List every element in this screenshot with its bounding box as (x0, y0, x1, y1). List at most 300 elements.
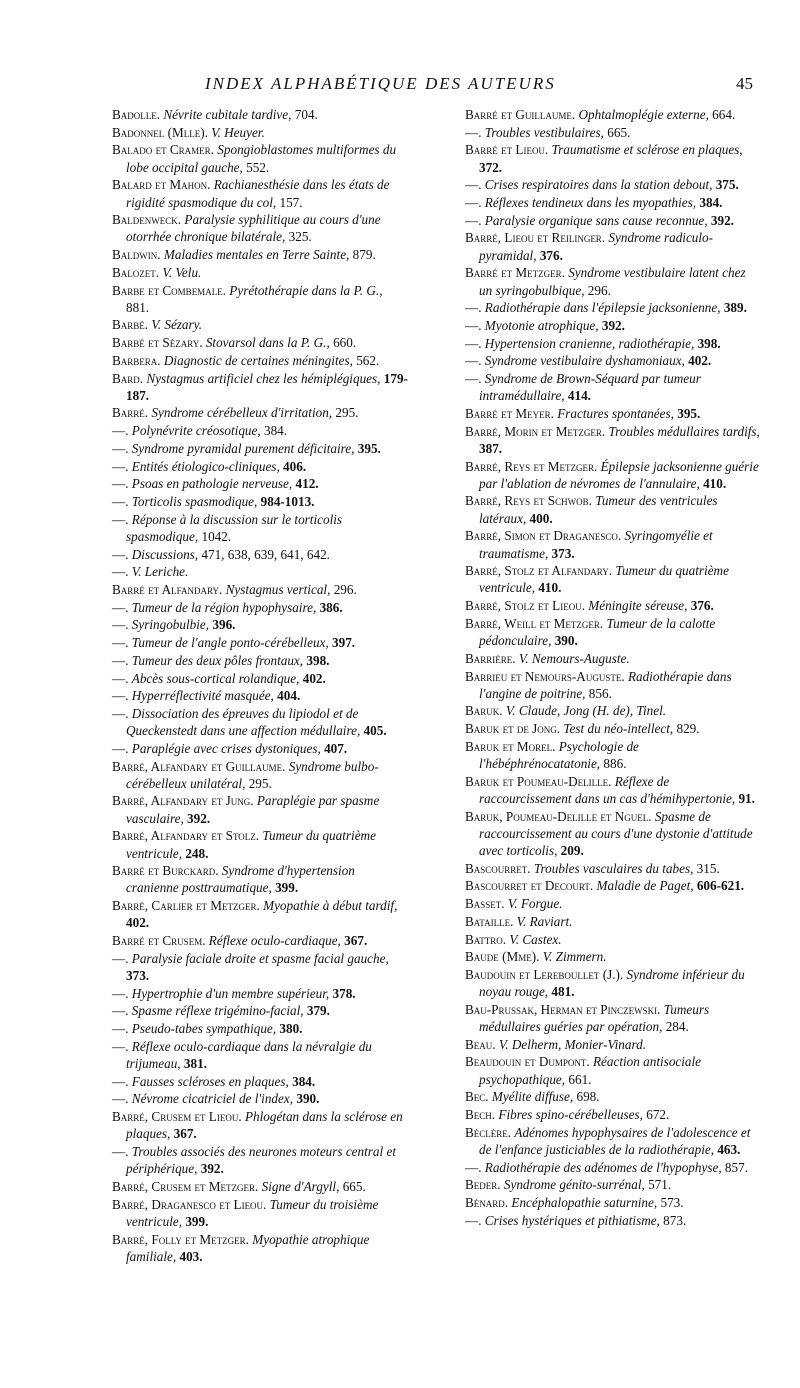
entry-author: Barré, Lieou et Reilinger. (465, 230, 606, 246)
entry-page-ref: 378. (332, 985, 356, 1001)
entry-author: Bech. (465, 1107, 496, 1123)
entry-page-ref: 91. (738, 790, 755, 806)
index-entry (112, 862, 408, 896)
entry-author: —. (112, 564, 129, 580)
index-entry (112, 493, 408, 510)
entry-title: Radiothérapie dans l'épilepsie jacksonienne, (484, 300, 721, 316)
entry-author: Bascourret et Decourt. (465, 878, 594, 894)
index-entry (465, 895, 761, 912)
entry-author: Balado et Cramer. (112, 142, 214, 158)
entry-author: Barré, Stolz et Lieou. (465, 598, 585, 614)
entry-author: Bec. (465, 1089, 489, 1105)
entry-title: Discussions, (131, 546, 199, 562)
entry-page-ref: 157. (279, 194, 303, 210)
index-entry (465, 1053, 761, 1087)
index-entry (465, 913, 761, 930)
entry-author: —. (112, 950, 129, 966)
index-entry (465, 877, 761, 894)
index-entry (465, 229, 761, 263)
entry-author: Balozet. (112, 264, 160, 280)
entry-title: V. Heuyer. (211, 124, 265, 140)
entry-title: V. Sézary. (151, 317, 203, 333)
entry-title: V. Velu. (162, 264, 202, 280)
index-entry (112, 141, 408, 175)
entry-title: Méningite séreuse, (588, 598, 688, 614)
entry-title: Spasme réflexe trigémino-facial, (131, 1003, 304, 1019)
entry-page-ref: 463. (717, 1141, 741, 1157)
entry-page-ref: 384. (263, 423, 288, 439)
entry-page-ref: 704. (294, 107, 318, 122)
entry-title: Syndrome d'hypertension cranienne posttraumatique, (126, 863, 355, 896)
entry-title: Tumeur de l'angle ponto-cérébelleux, (131, 635, 329, 651)
index-entry (465, 808, 761, 860)
index-entry (112, 246, 408, 263)
entry-page-ref: 412. (295, 476, 319, 492)
entry-author: Barré, Weill et Metzger. (465, 615, 604, 631)
entry-page-ref: 367. (344, 933, 368, 949)
index-entry (112, 334, 408, 351)
entry-page-ref: 398. (697, 335, 721, 351)
entry-page-ref: 373. (551, 545, 575, 561)
entry-title: Spongioblastomes multiformes du lobe occipital gauche, (126, 142, 397, 175)
entry-author: —. (465, 335, 482, 351)
entry-title: Adénomes hypophysaires de l'adolescence et de l'enfance justiciables de la radiothérapie, (479, 1124, 751, 1157)
entry-page-ref: 1042. (201, 528, 232, 544)
entry-author: Barré, Folly et Metzger. (112, 1231, 249, 1247)
entry-author: —. (112, 617, 129, 633)
entry-title: Myélite diffuse, (491, 1089, 574, 1105)
entry-title: Dissociation des épreuves du lipiodol et de Queckenstedt dans une affection médullaire, (126, 705, 361, 739)
entry-author: —. (112, 546, 129, 562)
entry-title: Syndrome génito-surrénal, (503, 1177, 645, 1193)
index-entry (112, 1020, 408, 1037)
index-entry (112, 124, 408, 141)
entry-title: Psoas en pathologie nerveuse, (131, 476, 293, 492)
entry-author: Barbera. (112, 352, 161, 368)
entry-author: Baruk et de Jong. (465, 721, 561, 737)
index-entry (112, 1108, 408, 1142)
entry-author: —. (112, 740, 129, 756)
entry-author: Bataille. (465, 913, 514, 929)
entry-author: —. (465, 212, 482, 228)
index-entry (465, 370, 761, 404)
entry-title: Radiothérapie des adénomes de l'hypophyse, (484, 1159, 722, 1175)
entry-title: V. Zimmern. (542, 949, 607, 965)
entry-title: Stovarsol dans la P. G., (205, 335, 330, 351)
entry-author: Barré, Carlier et Metzger. (112, 898, 260, 914)
entry-title: Pyrétothérapie dans la P. G., (229, 282, 383, 298)
index-entry (112, 176, 408, 210)
entry-author: —. (112, 440, 129, 456)
entry-page-ref: 325. (288, 229, 312, 245)
index-entry (112, 687, 408, 704)
entry-author: Barrieu et Nemours-Auguste. (465, 668, 625, 684)
entry-author: Barré, Stolz et Alfandary. (465, 563, 613, 579)
entry-title: Fausses scléroses en plaques, (131, 1073, 289, 1089)
entry-author: Bascourret. (465, 860, 531, 876)
page-number: 45 (736, 74, 753, 93)
entry-title: Nystagmus vertical, (225, 581, 331, 597)
entry-page-ref: 552. (246, 159, 270, 175)
index-entry (465, 124, 761, 141)
entry-author: —. (465, 353, 482, 369)
entry-title: Syndrome cérébelleux d'irritation, (151, 405, 333, 421)
index-entry (465, 738, 761, 772)
index-entry (465, 597, 761, 614)
entry-author: Barré, Alfandary et Stolz. (112, 828, 260, 844)
entry-title: Psychologie de l'hébéphrénocatatonie, (479, 738, 639, 772)
index-entry (465, 1194, 761, 1211)
entry-author: Barbé. (112, 317, 149, 333)
entry-page-ref: 886. (603, 756, 627, 772)
entry-page-ref: 376. (539, 247, 563, 263)
entry-author: —. (112, 670, 129, 686)
entry-author: Barré et Crusem. (112, 933, 206, 949)
index-entry (465, 317, 761, 334)
entry-title: Ophtalmoplégie externe, (578, 107, 709, 122)
entry-page-ref: 399. (185, 1213, 209, 1229)
entry-author: —. (112, 985, 129, 1001)
entry-author: —. (112, 705, 129, 721)
entry-page-ref: 405. (363, 723, 387, 739)
entry-author: Baruk et Poumeau-Delille. (465, 773, 612, 789)
entry-title: Troubles associés des neurones moteurs central et périphérique, (126, 1143, 396, 1177)
entry-page-ref: 296. (333, 581, 357, 597)
entry-page-ref: 660. (333, 335, 357, 351)
entry-title: Syringobulbie, (131, 617, 210, 633)
entry-page-ref: 375. (715, 177, 739, 193)
index-entry (112, 634, 408, 651)
index-entry (465, 562, 761, 596)
entry-author: Barré et Guillaume. (465, 107, 576, 122)
entry-page-ref: 387. (479, 440, 503, 456)
entry-title: Paralysie faciale droite et spasme facial gauche, (131, 950, 389, 966)
entry-page-ref: 389. (723, 300, 747, 316)
entry-title: Syringomyélie et traumatisme, (479, 528, 713, 561)
entry-page-ref: 873. (663, 1212, 687, 1228)
entry-author: —. (112, 599, 129, 615)
index-entry (465, 299, 761, 316)
entry-page-ref: 404. (277, 688, 301, 704)
entry-author: —. (465, 1212, 482, 1228)
entry-author: —. (112, 635, 129, 651)
entry-page-ref: 372. (479, 159, 503, 175)
entry-author: —. (465, 317, 482, 333)
index-entry (112, 897, 408, 931)
entry-title: Diagnostic de certaines méningites, (163, 352, 353, 368)
entry-title: Troubles vestibulaires, (484, 124, 604, 140)
entry-title: Tumeur du quatrième ventricule, (126, 828, 376, 861)
index-entry (465, 458, 761, 492)
index-entry (465, 720, 761, 737)
index-entry (465, 492, 761, 526)
entry-author: Baldwin. (112, 247, 161, 263)
index-entry (112, 511, 408, 545)
index-entry (465, 615, 761, 649)
entry-title: V. Forgue. (507, 896, 563, 912)
entry-author: Baruk, Poumeau-Delille et Nguel. (465, 808, 652, 824)
index-column-right (465, 106, 761, 1230)
entry-page-ref: 376. (690, 598, 714, 614)
index-entry (465, 352, 761, 369)
entry-title: Crises respiratoires dans la station debout, (484, 177, 713, 193)
entry-page-ref: 395. (357, 440, 381, 456)
entry-title: Syndrome bulbo-cérébelleux unilatéral, (126, 758, 379, 791)
entry-page-ref: 295. (335, 405, 359, 421)
entry-title: Abcès sous-cortical rolandique, (131, 670, 300, 686)
entry-author: Barrière. (465, 650, 516, 666)
index-entry (112, 950, 408, 984)
index-entry (112, 370, 408, 404)
entry-title: Syndrome radiculo-pyramidal, (479, 230, 714, 263)
index-entry (112, 827, 408, 861)
entry-author: —. (465, 300, 482, 316)
index-entry (112, 670, 408, 687)
entry-author: —. (112, 1021, 129, 1037)
entry-title: Myopathie atrophique familiale, (126, 1231, 370, 1264)
entry-author: Barré et Alfandary. (112, 581, 223, 597)
entry-title: Troubles vasculaires du tabes, (533, 860, 694, 876)
index-entry (112, 1073, 408, 1090)
index-entry (112, 458, 408, 475)
entry-author: —. (112, 493, 129, 509)
entry-title: Fractures spontanées, (557, 405, 674, 421)
entry-title: V. Nemours-Auguste. (518, 650, 630, 666)
index-entry (112, 1231, 408, 1265)
entry-title: Syndrome inférieur du noyau rouge, (479, 966, 745, 1000)
entry-author: —. (465, 1159, 482, 1175)
index-entry (465, 702, 761, 719)
index-entry (112, 440, 408, 457)
entry-author: —. (112, 1038, 129, 1054)
index-entry (112, 1038, 408, 1072)
entry-page-ref: 284. (665, 1019, 689, 1035)
entry-title: Réflexe de raccourcissement dans un cas d'hémihypertonie, (479, 773, 736, 806)
entry-page-ref: 392. (601, 317, 625, 333)
entry-author: Barré, Crusem et Lieou. (112, 1109, 242, 1125)
entry-title: Tumeurs médullaires guéries par opération, (479, 1001, 710, 1035)
entry-title: Tumeur des deux pôles frontaux, (131, 652, 304, 668)
entry-page-ref: 386. (319, 599, 343, 615)
entry-author: Basset. (465, 896, 505, 912)
entry-page-ref: 661. (568, 1071, 592, 1087)
entry-title: Nystagmus artificiel chez les hémiplégiques, (146, 370, 381, 386)
index-entry (112, 652, 408, 669)
index-entry (112, 758, 408, 792)
index-entry (465, 264, 761, 298)
entry-title: Crises hystériques et pithiatisme, (484, 1212, 660, 1228)
entry-author: Barré, Crusem et Metzger. (112, 1178, 259, 1194)
index-entry (465, 773, 761, 807)
entry-page-ref: 879. (352, 247, 376, 263)
entry-author: Baude (Mme). (465, 949, 540, 965)
entry-page-ref: 392. (187, 810, 211, 826)
index-entry (112, 932, 408, 949)
index-entry (465, 1176, 761, 1193)
index-entry (465, 194, 761, 211)
entry-page-ref: 481. (551, 984, 575, 1000)
index-entry (112, 422, 408, 439)
entry-title: Hypertrophie d'un membre supérieur, (131, 985, 330, 1001)
entry-title: Épilepsie jacksonienne guérie par l'ablation de névromes de l'annulaire, (479, 458, 759, 491)
entry-page-ref: 384. (699, 195, 723, 211)
entry-page-ref: 400. (529, 510, 553, 526)
entry-author: Balard et Mahon. (112, 177, 211, 193)
index-entry (112, 475, 408, 492)
entry-author: —. (112, 1091, 129, 1107)
entry-title: Tumeur du troisième ventricule, (126, 1196, 379, 1229)
entry-author: Barré, Morin et Metzger. (465, 423, 606, 439)
entry-page-ref: 984-1013. (260, 493, 315, 509)
index-entry (465, 1124, 761, 1158)
entry-title: Traumatisme et sclérose en plaques, (551, 142, 743, 158)
entry-author: —. (112, 1003, 129, 1019)
entry-author: Barbe et Combemale. (112, 282, 226, 298)
entry-page-ref: 402. (302, 670, 326, 686)
entry-title: Entités étiologico-cliniques, (131, 458, 280, 474)
entry-title: Hyperréflectivité masquée, (131, 688, 274, 704)
entry-page-ref: 672. (646, 1107, 670, 1123)
index-entry (112, 352, 408, 369)
index-entry (112, 1002, 408, 1019)
entry-page-ref: 179-187. (126, 370, 408, 403)
index-entry (465, 1088, 761, 1105)
index-entry (465, 1036, 761, 1053)
entry-author: Barré et Meyer. (465, 405, 554, 421)
entry-author: Beder. (465, 1177, 501, 1193)
index-entry (465, 106, 761, 123)
entry-page-ref: 571. (648, 1177, 672, 1193)
page-title: INDEX ALPHABÉTIQUE DES AUTEURS (205, 74, 556, 93)
entry-author: —. (112, 1143, 129, 1159)
entry-title: Polynévrite créosotique, (131, 423, 261, 439)
entry-title: Réponse à la discussion sur le torticolis spasmodique, (126, 511, 343, 544)
entry-page-ref: 406. (283, 458, 307, 474)
entry-page-ref: 395. (677, 405, 701, 421)
index-entry (112, 1178, 408, 1195)
entry-author: —. (112, 458, 129, 474)
index-entry (465, 212, 761, 229)
entry-author: Barré, Reys et Metzger. (465, 458, 598, 474)
entry-title: Troubles médullaires tardifs, (608, 423, 760, 439)
entry-title: V. Claude, Jong (H. de), Tinel. (505, 703, 667, 719)
entry-author: Baruk et Morel. (465, 738, 556, 754)
index-entry (465, 860, 761, 877)
entry-author: —. (465, 124, 482, 140)
entry-author: Béclère. (465, 1124, 512, 1140)
entry-author: —. (112, 511, 129, 527)
entry-title: V. Castex. (509, 931, 562, 947)
index-entry (112, 211, 408, 245)
entry-page-ref: 380. (279, 1021, 303, 1037)
entry-page-ref: 856. (588, 685, 612, 701)
entry-page-ref: 384. (292, 1073, 316, 1089)
entry-title: Paralysie organique sans cause reconnue, (484, 212, 708, 228)
entry-page-ref: 381. (183, 1055, 207, 1071)
entry-page-ref: 209. (560, 843, 584, 859)
index-column-left (112, 106, 408, 1265)
index-entry (112, 563, 408, 580)
entry-title: Syndrome vestibulaire dyshamoniaux, (484, 353, 685, 369)
entry-title: V. Delherm, Monier-Vinard. (498, 1036, 646, 1052)
entry-author: —. (465, 177, 482, 193)
entry-author: Beaudouin et Dumpont. (465, 1054, 590, 1070)
entry-page-ref: 402. (126, 915, 150, 931)
index-entry (465, 176, 761, 193)
entry-page-ref: 390. (554, 633, 578, 649)
entry-title: Réflexe oculo-cardiaque, (208, 933, 341, 949)
entry-title: Torticolis spasmodique, (131, 493, 258, 509)
index-entry (112, 705, 408, 739)
index-entry (112, 546, 408, 563)
entry-page-ref: 414. (567, 388, 591, 404)
index-entry (112, 985, 408, 1002)
index-entry (112, 581, 408, 598)
entry-title: Tumeur du quatrième ventricule, (479, 563, 729, 596)
entry-title: Fibres spino-cérébelleuses, (498, 1107, 643, 1123)
index-entry (465, 1106, 761, 1123)
entry-page-ref: 248. (185, 845, 209, 861)
entry-author: —. (112, 423, 129, 439)
entry-page-ref: 403. (179, 1248, 203, 1264)
index-entry (465, 948, 761, 965)
entry-author: Bard. (112, 370, 144, 386)
entry-page-ref: 397. (332, 635, 356, 651)
entry-page-ref: 402. (688, 353, 712, 369)
entry-author: Bénard. (465, 1195, 509, 1211)
entry-title: V. Leriche. (131, 564, 189, 580)
index-entry (465, 668, 761, 702)
entry-author: Badolle. (112, 107, 161, 122)
entry-title: Phlogétan dans la sclérose en plaques, (126, 1109, 403, 1142)
entry-title: Tumeur des ventricules latéraux, (479, 493, 718, 526)
index-entry (112, 282, 408, 316)
entry-author: Barré, Reys et Schwob. (465, 493, 592, 509)
running-head (0, 74, 800, 98)
entry-title: Névrome cicatriciel de l'index, (131, 1091, 294, 1107)
index-entry (112, 599, 408, 616)
entry-page-ref: 665. (607, 124, 631, 140)
entry-author: Barbé et Sézary. (112, 335, 203, 351)
entry-title: Paralysie syphilitique au cours d'une otorrhée chronique bilatérale, (126, 212, 381, 245)
entry-author: Barré et Metzger. (465, 265, 565, 281)
index-entry (465, 966, 761, 1000)
entry-title: Syndrome pyramidal purement déficitaire, (131, 440, 355, 456)
entry-page-ref: 392. (710, 212, 734, 228)
index-entry (112, 740, 408, 757)
entry-title: Paraplégie avec crises dystoniques, (131, 740, 321, 756)
entry-page-ref: 390. (296, 1091, 320, 1107)
entry-title: Tumeur de la région hypophysaire, (131, 599, 317, 615)
entry-author: Barré, Draganesco et Lieou. (112, 1196, 267, 1212)
entry-page-ref: 698. (576, 1089, 600, 1105)
entry-page-ref: 664. (712, 107, 736, 122)
index-entry (112, 316, 408, 333)
entry-author: —. (465, 195, 482, 211)
entry-author: —. (112, 688, 129, 704)
entry-page-ref: 315. (696, 860, 720, 876)
index-entry (112, 616, 408, 633)
entry-title: Syndrome de Brown-Séquard par tumeur intramédullaire, (479, 371, 701, 404)
entry-page-ref: 857. (724, 1159, 748, 1175)
entry-title: Maladies mentales en Terre Sainte, (163, 247, 350, 263)
entry-title: Névrite cubitale tardive, (163, 107, 292, 122)
entry-title: Pseudo-tabes sympathique, (131, 1021, 277, 1037)
index-entry (465, 527, 761, 561)
index-entry (465, 1159, 761, 1176)
entry-title: Réaction antisociale psychopathique, (479, 1054, 702, 1087)
entry-page-ref: 392. (200, 1161, 224, 1177)
